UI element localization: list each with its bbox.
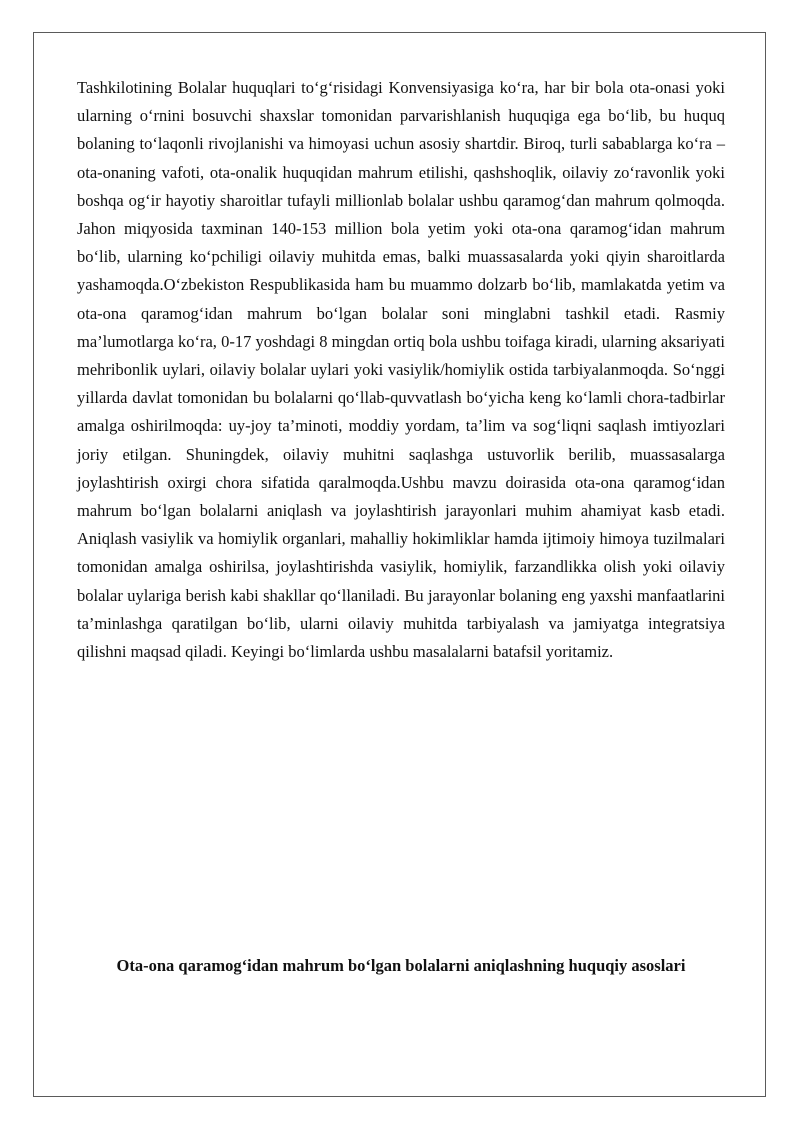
body-paragraph: Tashkilotining Bolalar huquqlari to‘g‘risidagi Konvensiyasiga ko‘ra, har bir bola ota-onasi yoki ularning o‘rnini bosuvchi shaxslar tomonidan parvarishlanish huquqiga ega bo‘lib, bu huquq bolaning to‘laqonli rivojlanishi va himoyasi uchun asosiy shartdir. Biroq, turli sabablarga ko‘ra – ota-onaning vafoti, ota-onalik huquqidan mahrum etilishi, qashshoqlik, oilaviy zo‘ravonlik yoki boshqa og‘ir hayotiy sharoitlar tufayli millionlab bolalar ushbu qaramog‘dan mahrum qolmoqda. Jahon miqyosida taxminan 140-153 million bola yetim yoki ota-ona qaramog‘idan mahrum bo‘lib, ularning ko‘pchiligi oilaviy muhitda emas, balki muassasalarda yoki qiyin sharoitlarda yashamoqda.O‘zbekiston Respublikasida ham bu muammo dolzarb bo‘lib, mamlakatda yetim va ota-ona qaramog‘idan mahrum bo‘lgan bolalar soni minglabni tashkil etadi. Rasmiy ma’lumotlarga ko‘ra, 0-17 yoshdagi 8 mingdan ortiq bola ushbu toifaga kiradi, ularning aksariyati mehribonlik uylari, oilaviy bolalar uylari yoki vasiylik/homiylik ostida tarbiyalanmoqda. So‘nggi yillarda davlat tomonidan bu bolalarni qo‘llab-quvvatlash bo‘yicha keng ko‘lamli chora-tadbirlar amalga oshirilmoqda: uy-joy ta’minoti, moddiy yordam, ta’lim va sog‘liqni saqlash imtiyozlari joriy etilgan. Shuningdek, oilaviy muhitni saqlashga ustuvorlik berilib, muassasalarga joylashtirish oxirgi chora sifatida qaralmoqda.Ushbu mavzu doirasida ota-ona qaramog‘idan mahrum bo‘lgan bolalarni aniqlash va joylashtirish jarayonlari muhim ahamiyat kasb etadi. Aniqlash vasiylik va homiylik organlari, mahalliy hokimliklar hamda ijtimoiy himoya tuzilmalari tomonidan amalga oshirilsa, joylashtirishda vasiylik, homiylik, farzandlikka olish yoki oilaviy bolalar uylariga berish kabi shakllar qo‘llaniladi. Bu jarayonlar bolaning eng yaxshi manfaatlarini ta’minlashga qaratilgan bo‘lib, ularni oilaviy muhitda tarbiyalash va jamiyatga integratsiya qilishni maqsad qiladi. Keyingi bo‘limlarda ushbu masalalarni batafsil yoritamiz. bbox=[77, 78, 725, 662]
section-heading: Ota-ona qaramog‘idan mahrum bo‘lgan bolalarni aniqlashning huquqiy asoslari bbox=[116, 956, 686, 975]
